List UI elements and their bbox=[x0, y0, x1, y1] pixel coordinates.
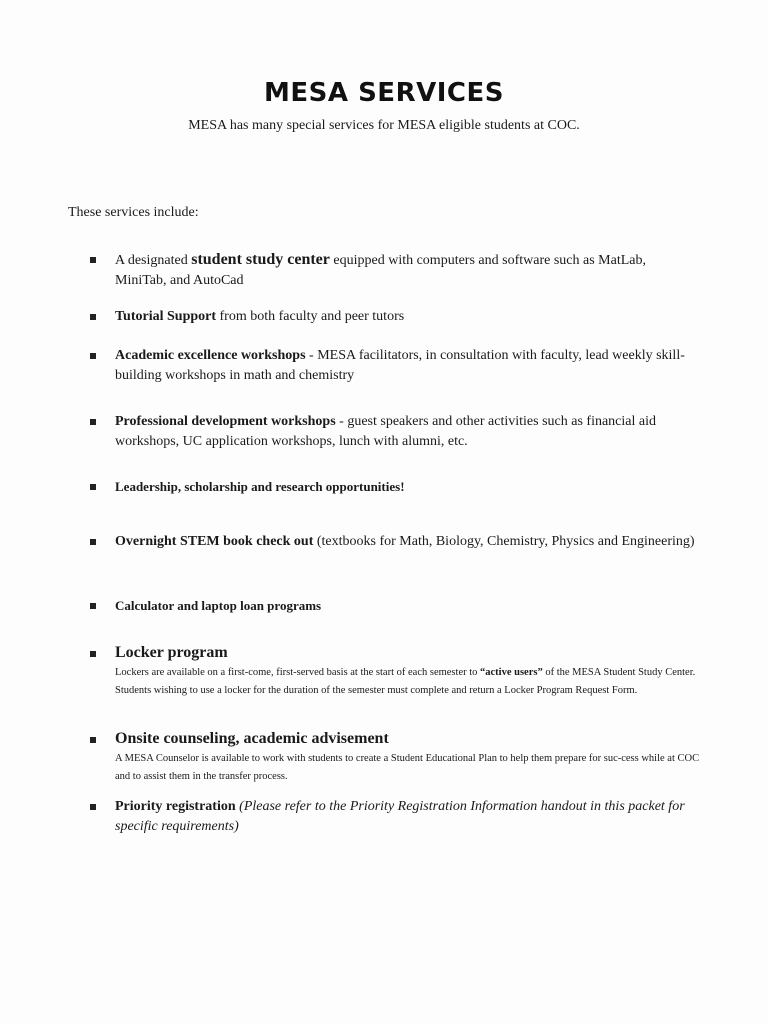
service-item-academic-workshops bbox=[90, 346, 700, 386]
item-italic-text: (Please refer to the Priority Registration Information handout in this packet for specific requirements) bbox=[115, 799, 685, 834]
item-description-text: Lockers are available on a first-come, first-served basis at the start of each semester to bbox=[115, 667, 481, 678]
item-heading: Locker program bbox=[115, 644, 228, 661]
service-item-priority-registration bbox=[90, 797, 700, 837]
item-text: - MESA facilitators, in consultation with faculty, lead weekly skill-building workshops in math and chemistry bbox=[115, 348, 685, 383]
item-text: - guest speakers and other activities such as financial aid workshops, UC application workshops, lunch with alumni, etc. bbox=[115, 414, 656, 449]
item-description-bold: “active users” bbox=[480, 667, 543, 678]
service-item-leadership bbox=[90, 477, 700, 498]
item-description: A MESA Counselor is available to work with students to create a Student Educational Plan to help them prepare for suc-cess while at COC and to assist them in the transfer process. bbox=[115, 753, 700, 782]
item-bold-text: Priority registration bbox=[115, 799, 236, 814]
item-description bbox=[115, 664, 700, 700]
page-subtitle: MESA has many special services for MESA eligible students at COC. bbox=[188, 118, 580, 133]
square-bullet-icon bbox=[90, 353, 96, 359]
square-bullet-icon bbox=[90, 484, 96, 490]
square-bullet-icon bbox=[90, 804, 96, 810]
item-text: (textbooks for Math, Biology, Chemistry, Physics and Engineering) bbox=[313, 534, 695, 549]
square-bullet-icon bbox=[90, 651, 96, 657]
service-item-loan-programs bbox=[90, 596, 700, 617]
service-item-study-center bbox=[90, 250, 700, 291]
service-item-book-checkout bbox=[90, 532, 700, 552]
item-bold-text: Professional development workshops bbox=[115, 414, 336, 429]
item-heading: Onsite counseling, academic advisement bbox=[115, 730, 389, 747]
square-bullet-icon bbox=[90, 419, 96, 425]
item-bold-text: Academic excellence workshops bbox=[115, 348, 310, 363]
item-bold-text: Leadership, scholarship and research opportunities! bbox=[115, 479, 405, 494]
square-bullet-icon bbox=[90, 257, 96, 263]
service-item-tutorial-support bbox=[90, 307, 700, 327]
square-bullet-icon bbox=[90, 539, 96, 545]
intro-text: These services include: bbox=[68, 205, 199, 220]
item-text: A designated bbox=[115, 253, 192, 268]
item-bold-text: student study center bbox=[191, 251, 330, 268]
service-item-counseling bbox=[90, 728, 700, 786]
square-bullet-icon bbox=[90, 314, 96, 320]
item-bold-text: Overnight STEM book check out bbox=[115, 534, 314, 549]
service-item-professional-development bbox=[90, 412, 700, 452]
item-text: from both faculty and peer tutors bbox=[216, 309, 405, 324]
item-bold-text: Calculator and laptop loan programs bbox=[115, 598, 322, 613]
item-text: equipped with computers and software such as MatLab, MiniTab, and AutoCad bbox=[115, 253, 646, 288]
item-description-text: of the MESA Student Study Center. Students wishing to use a locker for the duration of the semester must complete and return a Locker Program Request Form. bbox=[115, 667, 696, 696]
square-bullet-icon bbox=[90, 737, 96, 743]
service-item-locker-program bbox=[90, 642, 700, 700]
page-title: MESA SERVICES bbox=[264, 78, 504, 108]
square-bullet-icon bbox=[90, 603, 96, 609]
item-bold-text: Tutorial Support bbox=[115, 309, 217, 324]
